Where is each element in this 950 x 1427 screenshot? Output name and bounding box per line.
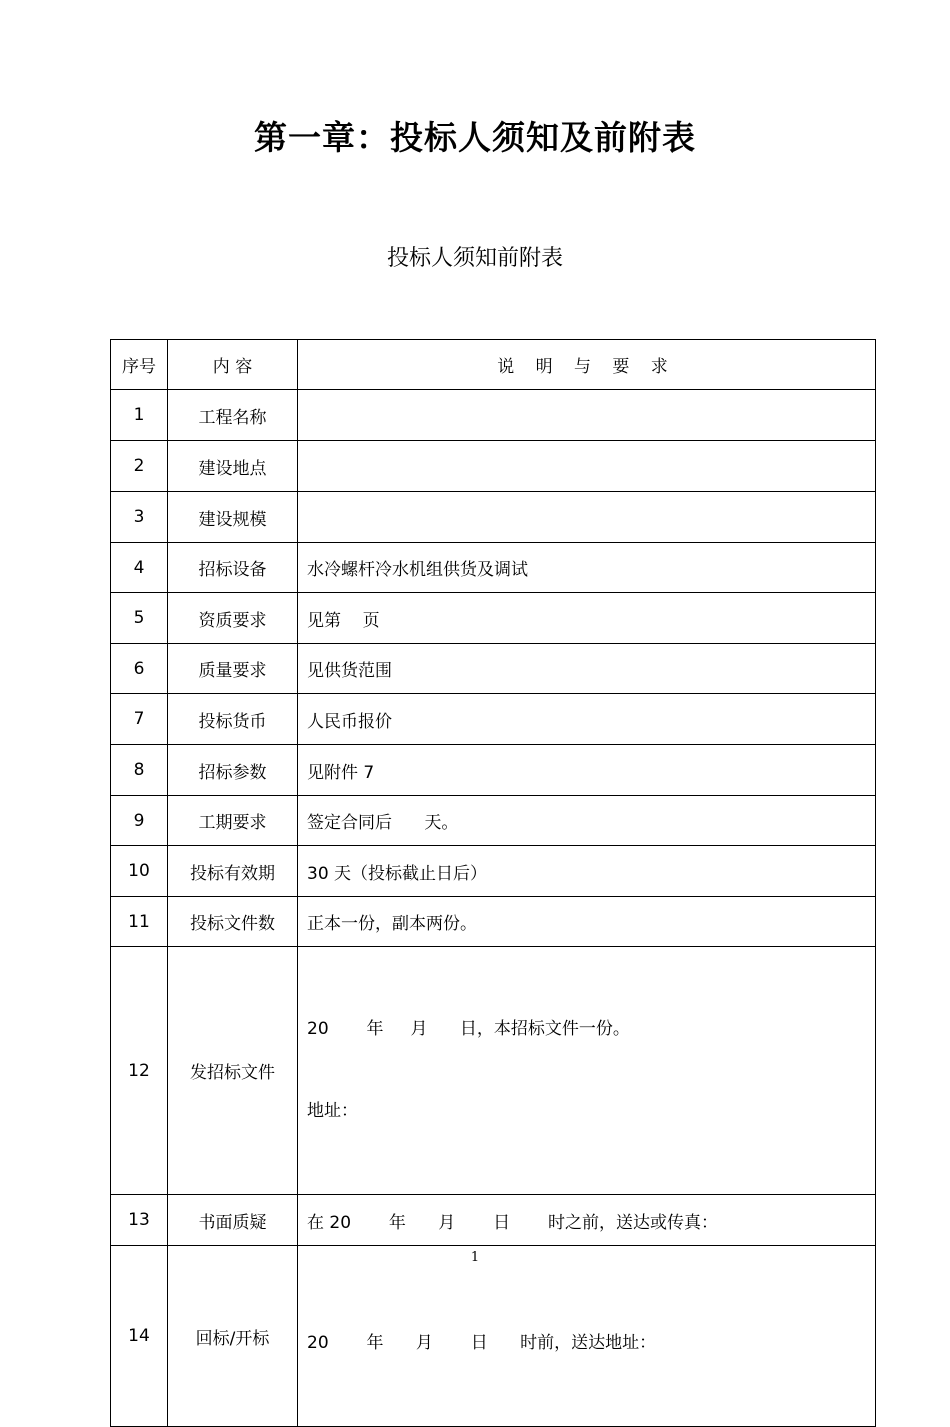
row-description xyxy=(298,441,876,492)
table-row xyxy=(111,846,876,897)
row-number: 9 xyxy=(111,796,168,846)
row-description xyxy=(298,492,876,543)
row-description xyxy=(298,1246,876,1427)
row-description: 见供货范围 xyxy=(298,644,876,694)
page-title: 第一章：投标人须知及前附表 xyxy=(254,118,696,157)
row-label: 投标有效期 xyxy=(168,846,298,897)
table-row xyxy=(111,1195,876,1246)
row-label: 回标/开标 xyxy=(168,1246,298,1427)
row-label: 招标参数 xyxy=(168,745,298,796)
row-description: 正本一份，副本两份。 xyxy=(298,897,876,947)
row-number: 5 xyxy=(111,593,168,644)
row-description-line: 20 年 月 日，本招标文件一份。 xyxy=(307,1019,630,1039)
row-number: 1 xyxy=(111,390,168,441)
row-label: 资质要求 xyxy=(168,593,298,644)
row-label: 发招标文件 xyxy=(168,947,298,1195)
row-description xyxy=(298,390,876,441)
table-header-row xyxy=(111,340,876,390)
row-description: 见附件 7 xyxy=(298,745,876,796)
page-number: 1 xyxy=(470,1250,480,1265)
table-row xyxy=(111,593,876,644)
row-label: 建设规模 xyxy=(168,492,298,543)
row-number: 4 xyxy=(111,543,168,593)
row-number: 8 xyxy=(111,745,168,796)
row-description-line: 20 年 月 日 时前，送达地址： xyxy=(307,1333,657,1353)
row-label: 工程名称 xyxy=(168,390,298,441)
row-description: 见第 页 xyxy=(298,593,876,644)
row-label: 工期要求 xyxy=(168,796,298,846)
table-title: 投标人须知前附表 xyxy=(386,246,563,271)
row-number: 2 xyxy=(111,441,168,492)
row-address-line: 地址： xyxy=(307,1101,358,1121)
row-label: 招标设备 xyxy=(168,543,298,593)
table-row xyxy=(111,441,876,492)
row-number: 11 xyxy=(111,897,168,947)
row-label: 质量要求 xyxy=(168,644,298,694)
row-description: 30 天（投标截止日后） xyxy=(298,846,876,897)
table-row xyxy=(111,543,876,593)
row-description xyxy=(298,947,876,1195)
header-content: 内 容 xyxy=(168,340,298,390)
row-number: 13 xyxy=(111,1195,168,1246)
table-row xyxy=(111,897,876,947)
row-number: 10 xyxy=(111,846,168,897)
table-row xyxy=(111,492,876,543)
row-label: 投标货币 xyxy=(168,694,298,745)
header-number: 序号 xyxy=(111,340,168,390)
row-number: 7 xyxy=(111,694,168,745)
row-label: 建设地点 xyxy=(168,441,298,492)
table-row xyxy=(111,390,876,441)
row-number: 6 xyxy=(111,644,168,694)
header-description: 说 明 与 要 求 xyxy=(298,340,876,390)
row-number: 3 xyxy=(111,492,168,543)
table-row xyxy=(111,796,876,846)
table-row xyxy=(111,745,876,796)
row-label: 书面质疑 xyxy=(168,1195,298,1246)
table-row xyxy=(111,1246,876,1427)
row-label: 投标文件数 xyxy=(168,897,298,947)
row-description: 水冷螺杆冷水机组供货及调试 xyxy=(298,543,876,593)
row-description: 在 20 年 月 日 时之前，送达或传真： xyxy=(298,1195,876,1246)
table-row xyxy=(111,694,876,745)
table-row xyxy=(111,947,876,1195)
table-row xyxy=(111,644,876,694)
row-number: 12 xyxy=(111,947,168,1195)
row-description: 签定合同后 天。 xyxy=(298,796,876,846)
row-description: 人民币报价 xyxy=(298,694,876,745)
row-number: 14 xyxy=(111,1246,168,1427)
